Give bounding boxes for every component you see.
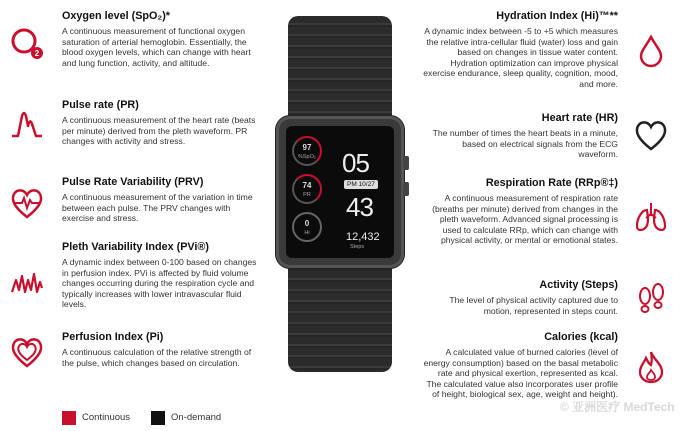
spo2-label: %SpO₂: [297, 154, 317, 160]
legend-on-demand-label: On-demand: [171, 412, 222, 423]
watch-strap-bottom: [288, 260, 392, 372]
legend-on-demand-swatch: [151, 411, 165, 425]
clock-hour: 05: [342, 148, 369, 178]
pr-value: 74: [302, 181, 312, 190]
legend-continuous-swatch: [62, 411, 76, 425]
metric-activity: [422, 278, 618, 316]
metric-pi: [62, 330, 258, 368]
metric-title: Pulse Rate Variability (PRV): [62, 176, 204, 188]
hi-value: 0: [304, 219, 310, 228]
heart-outline-icon: [634, 118, 668, 152]
steps-count: 12,432: [346, 231, 380, 243]
metric-spo2: [62, 9, 258, 68]
hi-gauge: [292, 212, 322, 242]
smartwatch-image: [276, 116, 404, 268]
pr-gauge: [292, 174, 322, 204]
metric-title: Respiration Rate (RRp®‡): [485, 177, 618, 189]
metric-hr: [422, 111, 618, 160]
pr-label: PR: [303, 192, 311, 198]
metric-title: Activity (Steps): [539, 279, 618, 291]
metric-title: Pulse rate (PR): [62, 99, 139, 111]
hi-label: Hi: [304, 230, 310, 236]
lungs-icon: [634, 200, 668, 234]
metric-title: Perfusion Index (Pi): [62, 331, 164, 343]
metric-desc: A dynamic index between 0-100 based on changes in perfusion index. PVi is affected by fluid volume changes occurring during the respiration cycle and typically increases with lower intravascular fluid levels.: [62, 257, 257, 310]
svg-text:2: 2: [34, 49, 40, 58]
watch-side-button: [403, 156, 409, 170]
flame-icon: [634, 350, 668, 384]
footprints-icon: [634, 282, 668, 316]
metric-desc: A continuous measurement of the variation in time between each pulse. The PRV changes with exercise and stress.: [62, 192, 253, 224]
metric-title: Pleth Variability Index (PVi®): [62, 241, 209, 253]
clock-minute: 43: [346, 192, 373, 222]
metric-title: Hydration Index (Hi)™**: [496, 10, 618, 22]
metric-rrp: [422, 176, 618, 246]
watch-strap-top: [288, 16, 392, 124]
spo2-value: 97: [302, 143, 312, 152]
watermark: © 亚洲医疗 MedTech: [560, 400, 675, 414]
water-drop-icon: [634, 34, 668, 68]
metric-desc: A continuous measurement of respiration rate (breaths per minute) derived from changes in the pleth waveform. Advanced signal processing is used to calculate RRp, which can change with physical activity, or mental or emotional states.: [432, 193, 618, 246]
variability-waves-icon: [10, 266, 44, 300]
metric-title: Heart rate (HR): [541, 112, 618, 124]
clock-date: PM 10/27: [344, 180, 378, 189]
heart-ecg-icon: [10, 186, 44, 220]
metric-desc: A continuous measurement of the heart rate (beats per minute) derived from the pleth waveform. PR changes with activity and stress.: [62, 115, 256, 147]
metric-desc: A continuous calculation of the relative strength of the pulse, which changes based on circulation.: [62, 347, 252, 368]
metric-desc: The number of times the heart beats in a minute, based on electrical signals from the ECG waveform.: [432, 128, 618, 160]
metric-title: Calories (kcal): [544, 331, 618, 343]
metric-title: Oxygen level (SpO₂)*: [62, 10, 171, 22]
metric-pr: [62, 98, 258, 147]
legend-continuous-label: Continuous: [82, 412, 131, 423]
heart-layers-icon: [10, 335, 44, 369]
metric-desc: A calculated value of burned calories (level of energy consumption) based on the basal metabolic rate and physical exertion, represented as kcal. The calculated value also incorporates user profile of height, biological sex, age, weight and height).: [423, 347, 618, 400]
metric-prv: [62, 175, 258, 224]
steps-label: Steps: [350, 244, 365, 250]
metric-calories: [422, 330, 618, 400]
pulse-waveform-icon: [10, 108, 44, 142]
metric-hi: [422, 9, 618, 90]
oxygen-o2-icon: [10, 26, 44, 60]
metric-desc: The level of physical activity captured due to motion, represented in steps count.: [449, 295, 618, 316]
spo2-gauge: [292, 136, 322, 166]
metric-desc: A dynamic index between -5 to +5 which measures the relative intra-cellular fluid (water) loss and gain based on changes in tissue water content. Hydration optimization can improve physical exercise endurance, sleep quality, cognition, mood, and more.: [423, 26, 618, 89]
watch-screen: [286, 126, 394, 258]
metric-desc: A continuous measurement of functional oxygen saturation of arterial hemoglobin. Essentially, the blood oxygen levels, which can change with heart and lung function, activity, and altitude.: [62, 26, 251, 68]
metric-pvi: [62, 240, 258, 310]
watch-side-button: [403, 182, 409, 196]
